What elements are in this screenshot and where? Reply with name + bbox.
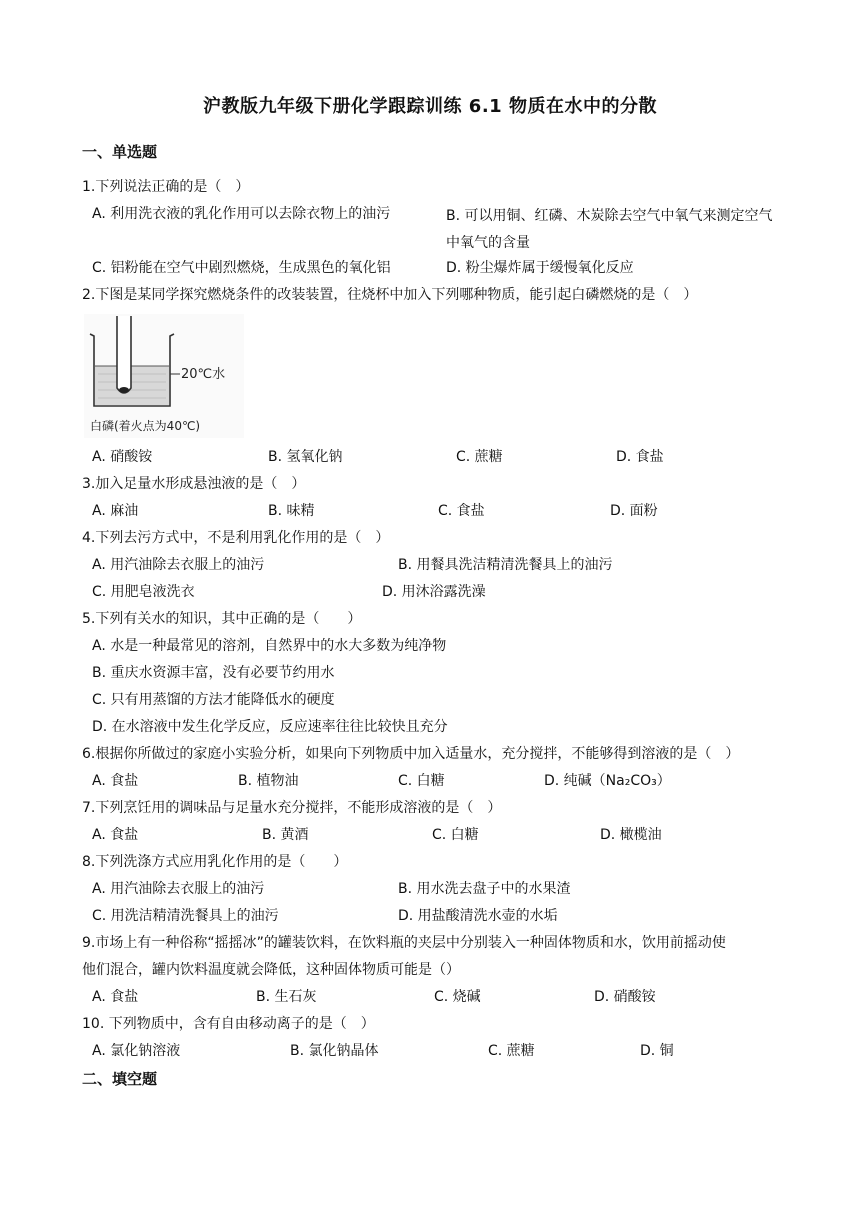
question-4-stem: 4.下列去污方式中，不是利用乳化作用的是（ ） (82, 530, 390, 546)
question-4-option-c: C. 用肥皂液洗衣 (92, 584, 195, 600)
question-5-option-a: A. 水是一种最常见的溶剂，自然界中的水大多数为纯净物 (92, 638, 447, 654)
question-9-option-c: C. 烧碱 (434, 989, 481, 1005)
question-2-option-a: A. 硝酸铵 (92, 449, 153, 465)
question-6-option-c: C. 白糖 (398, 773, 445, 789)
question-3-option-d: D. 面粉 (610, 503, 658, 519)
question-7-stem: 7.下列烹饪用的调味品与足量水充分搅拌，不能形成溶液的是（ ） (82, 800, 502, 816)
question-10-option-d: D. 铜 (640, 1043, 674, 1059)
question-2-option-b: B. 氢氧化钠 (268, 449, 343, 465)
question-1-option-c: C. 铝粉能在空气中剧烈燃烧，生成黑色的氧化铝 (92, 260, 391, 276)
question-5-option-c: C. 只有用蒸馏的方法才能降低水的硬度 (92, 692, 335, 708)
question-7-option-d: D. 橄榄油 (600, 827, 662, 843)
question-8-stem: 8.下列洗涤方式应用乳化作用的是（ ） (82, 854, 348, 870)
question-5-stem: 5.下列有关水的知识，其中正确的是（ ） (82, 611, 362, 627)
question-5-option-d: D. 在水溶液中发生化学反应，反应速率往往比较快且充分 (92, 719, 448, 735)
question-8-option-a: A. 用汽油除去衣服上的油污 (92, 881, 265, 897)
phosphorus-label: 白磷(着火点为40℃) (90, 419, 201, 433)
question-1-option-b-part (446, 203, 780, 257)
beaker-figure (84, 314, 244, 438)
question-7-option-c: C. 白糖 (432, 827, 479, 843)
question-8-option-b: B. 用水洗去盘子中的水果渣 (398, 881, 571, 897)
question-5-option-b: B. 重庆水资源丰富，没有必要节约用水 (92, 665, 335, 681)
question-9-stem-line-2: 他们混合，罐内饮料温度就会降低，这种固体物质可能是（） (82, 962, 460, 978)
water-label: 20℃水 (181, 367, 226, 382)
question-9-stem-line-1: 9.市场上有一种俗称“摇摇冰”的罐装饮料，在饮料瓶的夹层中分别装入一种固体物质和水，饮用前摇动使 (82, 935, 726, 951)
question-3-option-b: B. 味精 (268, 503, 315, 519)
question-8-option-d: D. 用盐酸清洗水壶的水垢 (398, 908, 558, 924)
question-1-stem: 1.下列说法正确的是（ ） (82, 179, 250, 195)
question-9-option-a: A. 食盐 (92, 989, 139, 1005)
question-8-option-c: C. 用洗洁精清洗餐具上的油污 (92, 908, 279, 924)
section-heading-single-choice: 一、单选题 (82, 143, 158, 161)
question-10-option-c: C. 蔗糖 (488, 1043, 535, 1059)
question-3-stem: 3.加入足量水形成悬浊液的是（ ） (82, 476, 306, 492)
question-6-option-b: B. 植物油 (238, 773, 299, 789)
question-3-option-a: A. 麻油 (92, 503, 139, 519)
question-2-option-c: C. 蔗糖 (456, 449, 503, 465)
question-7-option-b: B. 黄酒 (262, 827, 309, 843)
question-6-option-d: D. 纯碱（Na₂CO₃） (544, 773, 671, 789)
question-10-option-b: B. 氯化钠晶体 (290, 1043, 379, 1059)
question-9-option-b: B. 生石灰 (256, 989, 317, 1005)
question-1-option-b: B. 可以用铜、红磷、木炭除去空气中氧气来测定空气中氧气的含量 (446, 208, 773, 251)
question-2-option-d: D. 食盐 (616, 449, 664, 465)
question-1-option-d: D. 粉尘爆炸属于缓慢氧化反应 (446, 260, 634, 276)
question-10-option-a: A. 氯化钠溶液 (92, 1043, 181, 1059)
section-heading-fill-blank: 二、填空题 (82, 1070, 158, 1088)
question-7-option-a: A. 食盐 (92, 827, 139, 843)
question-4-option-b: B. 用餐具洗洁精清洗餐具上的油污 (398, 557, 613, 573)
question-1-option-a: A. 利用洗衣液的乳化作用可以去除衣物上的油污 (92, 206, 391, 222)
question-10-stem: 10. 下列物质中，含有自由移动离子的是（ ） (82, 1016, 375, 1032)
question-6-stem: 6.根据你所做过的家庭小实验分析，如果向下列物质中加入适量水，充分搅拌，不能够得到溶液的是（ ） (82, 746, 740, 762)
question-9-option-d: D. 硝酸铵 (594, 989, 656, 1005)
question-3-option-c: C. 食盐 (438, 503, 485, 519)
question-6-option-a: A. 食盐 (92, 773, 139, 789)
question-4-option-a: A. 用汽油除去衣服上的油污 (92, 557, 265, 573)
question-2-stem: 2.下图是某同学探究燃烧条件的改装装置，往烧杯中加入下列哪种物质，能引起白磷燃烧的是（ ） (82, 287, 698, 303)
document-title: 沪教版九年级下册化学跟踪训练 6.1 物质在水中的分散 (203, 96, 657, 117)
question-4-option-d: D. 用沐浴露洗澡 (382, 584, 486, 600)
beaker-apparatus-diagram (84, 314, 244, 438)
